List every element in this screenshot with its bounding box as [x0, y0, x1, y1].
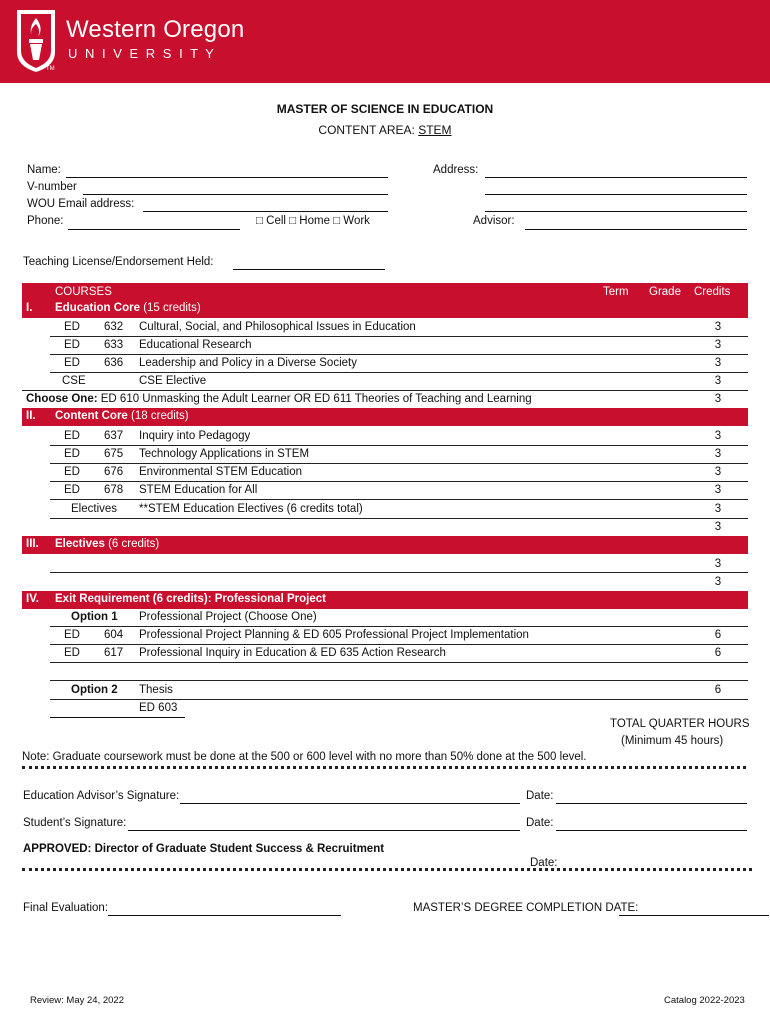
option-1-label: Option 1 — [71, 611, 118, 623]
torch-logo-icon — [13, 6, 59, 74]
vnumber-field[interactable] — [83, 194, 388, 195]
course-number: 633 — [104, 339, 124, 351]
courses-column-header: COURSES — [55, 286, 112, 298]
license-field[interactable] — [233, 269, 385, 270]
header-banner — [0, 0, 770, 83]
content-area-label: CONTENT AREA: — [318, 123, 419, 137]
course-number: 676 — [104, 466, 124, 478]
course-prefix: ED — [64, 339, 80, 351]
course-prefix: ED — [64, 647, 80, 659]
course-prefix: CSE — [62, 375, 86, 387]
course-credits: 3 — [714, 521, 722, 533]
course-credits: 3 — [714, 375, 722, 387]
total-hours-minimum: (Minimum 45 hours) — [621, 735, 724, 747]
course-credits: 6 — [714, 647, 722, 659]
logo-wordmark: Western Oregon — [66, 16, 245, 43]
row-line — [50, 499, 748, 500]
course-title: Cultural, Social, and Philosophical Issues in Education — [139, 321, 416, 333]
address-field-3[interactable] — [485, 211, 747, 212]
section-1-header — [22, 283, 748, 318]
section-3-credits: (6 credits) — [108, 538, 160, 550]
choose-one-text — [26, 393, 532, 405]
section-2-header — [22, 408, 748, 426]
address-field-2[interactable] — [485, 194, 747, 195]
row-line — [50, 644, 748, 645]
course-prefix: ED — [64, 629, 80, 641]
advisor-signature-field[interactable] — [180, 803, 520, 804]
choose-one-label: Choose One: — [26, 393, 98, 405]
course-title: Professional Inquiry in Education & ED 635 Action Research — [139, 647, 446, 659]
advisor-signature-label: Education Advisor’s Signature: — [23, 790, 180, 802]
course-prefix: ED — [64, 448, 80, 460]
logo-subtitle: U N I V E R S I T Y — [68, 46, 216, 61]
course-title: CSE Elective — [139, 375, 207, 387]
row-line — [50, 463, 748, 464]
row-line — [50, 354, 748, 355]
advisor-field[interactable] — [525, 229, 747, 230]
row-line — [50, 445, 748, 446]
course-credits: 3 — [714, 357, 722, 369]
course-credits: 3 — [714, 558, 722, 570]
final-evaluation-field[interactable] — [108, 915, 341, 916]
address-field-1[interactable] — [485, 177, 747, 178]
course-prefix: ED — [64, 321, 80, 333]
section-3-number: III. — [26, 538, 39, 550]
phone-field[interactable] — [68, 229, 240, 230]
section-4-number: IV. — [26, 593, 40, 605]
course-credits: 3 — [714, 321, 722, 333]
row-line — [50, 680, 748, 681]
dotted-divider — [22, 766, 746, 769]
course-credits: 3 — [714, 466, 722, 478]
section-1-name: Education Core — [55, 302, 140, 314]
coursework-note: Note: Graduate coursework must be done at the 500 or 600 level with no more than 50% done at the 500 level. — [22, 751, 587, 763]
student-date-field[interactable] — [556, 830, 747, 831]
course-credits: 3 — [714, 576, 722, 588]
row-line — [50, 662, 748, 663]
email-field[interactable] — [143, 211, 388, 212]
section-4-header — [22, 591, 748, 609]
advisor-date-field[interactable] — [556, 803, 747, 804]
phone-label: Phone: — [27, 215, 64, 227]
license-label: Teaching License/Endorsement Held: — [23, 256, 214, 268]
grade-column-header: Grade — [649, 286, 681, 298]
course-credits: 3 — [714, 484, 722, 496]
row-line — [50, 372, 748, 373]
trademark: TM — [46, 66, 55, 72]
address-label: Address: — [433, 164, 479, 176]
section-2-credits: (18 credits) — [131, 410, 189, 422]
section-2-name: Content Core — [55, 410, 128, 422]
section-3-title — [55, 538, 159, 550]
course-number: 604 — [104, 629, 124, 641]
page-title: MASTER OF SCIENCE IN EDUCATION — [276, 102, 494, 116]
phone-type-options[interactable]: □ Cell □ Home □ Work — [256, 215, 370, 227]
course-number: 637 — [104, 430, 124, 442]
course-title: Environmental STEM Education — [139, 466, 302, 478]
course-prefix: Electives — [71, 503, 118, 515]
course-title: Inquiry into Pedagogy — [139, 430, 251, 442]
row-line — [50, 717, 185, 718]
course-credits: 6 — [714, 684, 722, 696]
course-title: Leadership and Policy in a Diverse Society — [139, 357, 357, 369]
row-line — [50, 699, 748, 700]
course-title: Professional Project Planning & ED 605 Professional Project Implementation — [139, 629, 529, 641]
course-number: 632 — [104, 321, 124, 333]
section-3-header — [22, 536, 748, 554]
option-1-text: Professional Project (Choose One) — [139, 611, 317, 623]
approved-date-label: Date: — [530, 857, 558, 869]
student-date-label: Date: — [526, 817, 554, 829]
course-title: Educational Research — [139, 339, 252, 351]
section-2-title — [55, 410, 189, 422]
course-number: 675 — [104, 448, 124, 460]
catalog-year: Catalog 2022-2023 — [664, 995, 745, 1006]
row-line — [50, 518, 748, 519]
vnumber-label: V-number — [27, 181, 77, 193]
approved-label: APPROVED: Director of Graduate Student Success & Recruitment — [23, 843, 385, 855]
name-label: Name: — [27, 164, 61, 176]
advisor-label: Advisor: — [473, 215, 515, 227]
course-credits: 3 — [714, 503, 722, 515]
course-title: STEM Education for All — [139, 484, 258, 496]
section-1-number: I. — [26, 302, 33, 314]
final-evaluation-label: Final Evaluation: — [23, 902, 109, 914]
course-credits: 6 — [714, 629, 722, 641]
section-4-title: Exit Requirement (6 credits): Professional Project — [55, 593, 326, 605]
row-line — [50, 481, 748, 482]
course-credits: 3 — [714, 393, 722, 405]
total-hours-label: TOTAL QUARTER HOURS — [610, 718, 750, 730]
content-area-value: STEM — [418, 123, 452, 137]
course-credits: 3 — [714, 339, 722, 351]
completion-date-label: MASTER’S DEGREE COMPLETION DATE: — [413, 902, 639, 914]
option-2-course: ED 603 — [139, 702, 178, 714]
course-number: 636 — [104, 357, 124, 369]
choose-one-options: ED 610 Unmasking the Adult Learner OR ED 611 Theories of Teaching and Learning — [97, 393, 532, 405]
course-prefix: ED — [64, 357, 80, 369]
row-line — [22, 390, 748, 391]
name-field[interactable] — [66, 177, 388, 178]
course-number: 617 — [104, 647, 124, 659]
completion-date-field[interactable] — [619, 915, 769, 916]
course-prefix: ED — [64, 466, 80, 478]
student-signature-field[interactable] — [128, 830, 520, 831]
course-title: **STEM Education Electives (6 credits total) — [139, 503, 363, 515]
term-column-header: Term — [603, 286, 629, 298]
course-prefix: ED — [64, 484, 80, 496]
advisor-date-label: Date: — [526, 790, 554, 802]
section-2-number: II. — [26, 410, 36, 422]
course-title: Technology Applications in STEM — [139, 448, 310, 460]
option-2-text: Thesis — [139, 684, 173, 696]
content-area — [0, 123, 770, 137]
approved-signature-line[interactable] — [22, 868, 752, 871]
credits-column-header: Credits — [694, 286, 731, 298]
course-credits: 3 — [714, 430, 722, 442]
row-line — [50, 336, 748, 337]
review-date: Review: May 24, 2022 — [30, 995, 124, 1006]
section-1-credits: (15 credits) — [143, 302, 201, 314]
section-1-title — [55, 302, 201, 314]
course-credits: 3 — [714, 448, 722, 460]
section-3-name: Electives — [55, 538, 105, 550]
student-signature-label: Student’s Signature: — [23, 817, 127, 829]
option-2-label: Option 2 — [71, 684, 118, 696]
course-prefix: ED — [64, 430, 80, 442]
row-line — [50, 626, 748, 627]
course-number: 678 — [104, 484, 124, 496]
row-line — [50, 572, 748, 573]
email-label: WOU Email address: — [27, 198, 135, 210]
